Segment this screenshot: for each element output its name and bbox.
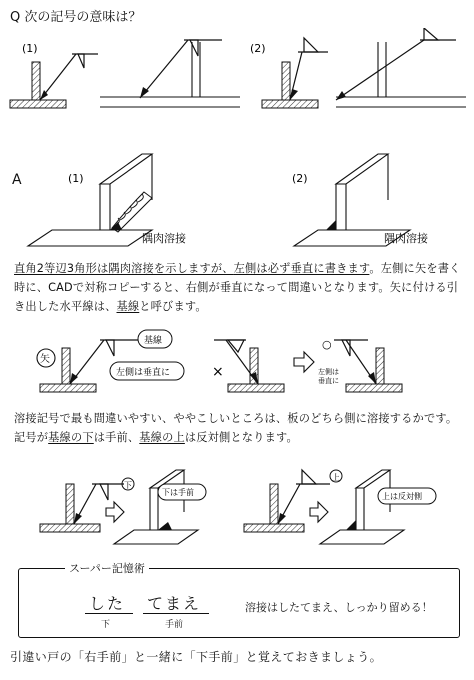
arrow-side-figures	[0, 326, 474, 404]
f4-above-vertical-plate	[270, 484, 278, 524]
mnemonic-title: スーパー記憶術	[65, 560, 149, 576]
para1-term-base-line: 基線	[116, 300, 140, 313]
f4-above-iso-vertical-top	[356, 470, 390, 488]
para1-key-rule: 左側は必ず垂直に書きます	[233, 262, 370, 275]
f3-vertical-label: 左側は垂直に	[116, 368, 171, 378]
f4-above-base-plate	[244, 524, 304, 532]
f4-above-mark: 上	[332, 473, 340, 482]
a2-vertical-front	[336, 184, 346, 230]
f3-base-plate	[40, 384, 96, 392]
para2-sentence-3: は手前、	[93, 431, 140, 444]
mnemonic-gloss-2: 手前	[165, 620, 184, 630]
a1-vertical-front	[100, 184, 110, 230]
q2-vertical-plate	[282, 62, 290, 100]
f4-below-note: 下は手前	[162, 488, 194, 497]
a2-vertical-top	[336, 154, 388, 184]
question-label-1: (1)	[22, 42, 38, 55]
f4-below-mark: 下	[124, 481, 132, 490]
mnemonic-box	[18, 562, 460, 638]
f3-vertical-plate	[62, 348, 70, 384]
para2-below-base: 基線の下	[48, 431, 94, 444]
question-title: Q 次の記号の意味は？	[10, 10, 142, 25]
a2-weld-section	[326, 220, 336, 230]
question-figures	[0, 28, 474, 150]
f4-above-transform-arrow-icon	[310, 502, 328, 522]
q2-base-plate	[262, 100, 318, 108]
para1-sentence-3: 。左側に矢を書く時に、CADで対称コピーすると、右側が垂直になって間違いとなります。矢に付ける引き出した水平線は、	[14, 262, 461, 313]
q2-fillet-symbol	[304, 38, 318, 52]
f4-above-fillet-symbol	[302, 470, 316, 484]
mnemonic-word-1-underline	[85, 613, 133, 614]
q2-large-fillet-symbol	[424, 28, 438, 40]
f3-transform-arrow-icon	[294, 352, 314, 372]
q1-large-arrow-line	[140, 40, 188, 98]
f4-below-base-plate	[40, 524, 100, 532]
a1-vertical-top	[100, 154, 152, 184]
answer-label-2: (2)	[292, 172, 308, 185]
answer-caption-1: 隅肉溶接	[142, 232, 186, 245]
f3-right-vertical-plate	[376, 348, 384, 384]
mnemonic-tip: 溶接はしたてまえ、しっかり留める！	[245, 601, 433, 614]
side-figures	[0, 460, 474, 550]
explanation-paragraph-2	[14, 409, 464, 447]
mnemonic-word-2: てまえ	[147, 594, 202, 613]
f3-arrow-label: 矢	[40, 354, 50, 365]
answer-figures	[0, 148, 474, 250]
f4-below-weld-section	[158, 522, 172, 530]
f3-right-note-line-2: 垂直に	[318, 377, 339, 385]
f4-below-fillet-symbol	[100, 484, 108, 500]
f3-right-note-line-1: 左側は	[318, 368, 339, 376]
answer-mark: A	[12, 172, 22, 188]
f3-base-label: 基線	[144, 336, 163, 346]
q2-large-arrow-line	[336, 40, 424, 100]
q2-arrowhead	[290, 89, 298, 100]
answer-caption-2: 隅肉溶接	[384, 232, 428, 245]
f4-above-note: 上は反対側	[382, 492, 422, 501]
f3-wrong-base-plate	[228, 384, 284, 392]
f4-below-iso-vertical-front	[150, 488, 158, 530]
f3-right-fillet-symbol	[342, 340, 350, 356]
f4-above-arrowhead	[278, 513, 286, 524]
answer-label-1: (1)	[68, 172, 84, 185]
mnemonic-word-2-underline	[143, 613, 209, 614]
f3-wrong-mark: ×	[212, 364, 224, 380]
para1-sentence-1: 直角2等辺3角形は隅肉溶接を示しますが、	[14, 262, 234, 275]
f4-above-weld-section	[346, 520, 356, 530]
f3-right-base-plate	[346, 384, 402, 392]
f4-above-iso-vertical-front	[356, 488, 364, 530]
f3-correct-mark: ○	[322, 338, 332, 351]
f4-below-vertical-plate	[66, 484, 74, 524]
f4-below-arrowhead	[74, 513, 82, 524]
q2-large-arrowhead	[336, 91, 346, 100]
para1-sentence-5: と呼びます。	[139, 300, 207, 313]
mnemonic-word-1: した	[89, 594, 126, 613]
q1-large-fillet-symbol	[190, 40, 198, 56]
q1-vertical-plate	[32, 62, 40, 100]
f4-above-iso-base	[320, 530, 404, 544]
f4-below-transform-arrow-icon	[106, 502, 124, 522]
footer-note: 引違い戸の「右手前」と一緒に「下手前」と覚えておきましょう。	[10, 650, 383, 664]
para2-sentence-5: は反対側となります。	[184, 431, 298, 444]
question-label-2: (2)	[250, 42, 266, 55]
explanation-paragraph-1	[14, 259, 464, 316]
mnemonic-gloss-1: 下	[101, 620, 111, 630]
f3-fillet-symbol	[106, 340, 114, 356]
para2-above-base: 基線の上	[139, 431, 185, 444]
q1-fillet-symbol	[78, 54, 84, 68]
q1-base-plate	[10, 100, 66, 108]
f4-below-iso-base	[114, 530, 198, 544]
a1-base-plate	[28, 230, 152, 246]
para2-sentence-1: 溶接記号で最も間違いやすい、ややこしいところは、板のどちら側に溶接するかです。記号が	[14, 412, 458, 444]
